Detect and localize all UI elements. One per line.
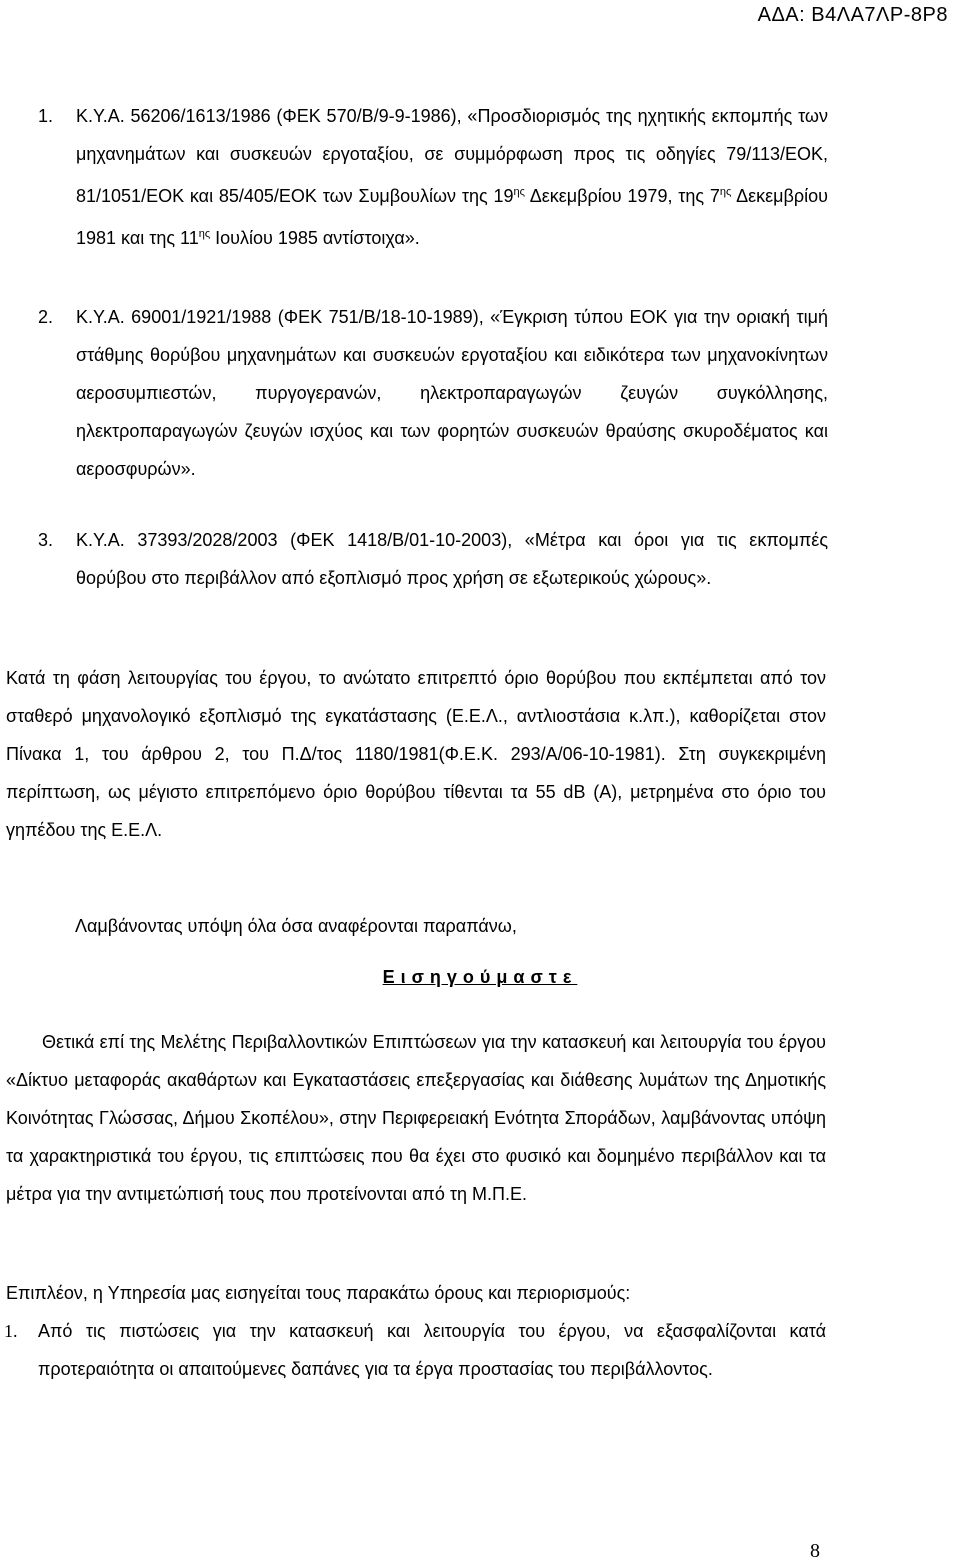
term-item-1 [4, 1312, 826, 1388]
list-text: Κ.Υ.Α. 69001/1921/1988 (ΦΕΚ 751/Β/18-10-1989), «Έγκριση τύπου ΕΟΚ για την οριακή τιμή στάθμης θορύβου μηχανημάτων και συσκευών εργοταξίου και ειδικότερα των μηχανοκίνητων αεροσυμπιεστών, πυργογερανών, ηλεκτροπαραγωγών ζευγών συγκόλλησης, ηλεκτροπαραγωγών ζευγών ισχύος και των φορητών συσκευών θραύσης σκυροδέματος και αεροσφυρών». [76, 307, 828, 479]
list-number: 1. [4, 1321, 18, 1341]
conclusion-line: Λαμβάνοντας υπόψη όλα όσα αναφέρονται παραπάνω, [75, 916, 517, 936]
legislation-item-1 [38, 97, 828, 257]
list-number: 1. [38, 106, 54, 126]
terms-intro: Επιπλέον, η Υπηρεσία μας εισηγείται τους παρακάτω όρους και περιορισμούς: [6, 1283, 631, 1303]
list-text: Κ.Υ.Α. 37393/2028/2003 (ΦΕΚ 1418/Β/01-10-2003), «Μέτρα και όροι για τις εκπομπές θορύβου στο περιβάλλον από εξοπλισμό προς χρήση σε εξωτερικούς χώρους». [76, 530, 828, 588]
ada-code: ΑΔΑ: Β4ΛΑ7ΛΡ-8Ρ8 [757, 4, 948, 26]
page-number: 8 [810, 1540, 820, 1562]
list-number: 2. [38, 307, 54, 327]
legislation-item-2 [38, 298, 828, 488]
noise-limit-paragraph: Κατά τη φάση λειτουργίας του έργου, το ανώτατο επιτρεπτό όριο θορύβου που εκπέμπεται από τον σταθερό μηχανολογικό εξοπλισμό της εγκατάστασης (Ε.Ε.Λ., αντλιοστάσια κ.λπ.), καθορίζεται στον Πίνακα 1, του άρθρου 2, του Π.Δ/τος 1180/1981(Φ.Ε.Κ. 293/Α/06-10-1981). Στη συγκεκριμένη περίπτωση, ως μέγιστο επιτρεπόμενο όριο θορύβου τίθενται τα 55 dB (A), μετρημένα στο όριο του γηπέδου της Ε.Ε.Λ. [6, 668, 826, 840]
list-text: Κ.Υ.Α. 56206/1613/1986 (ΦΕΚ 570/Β/9-9-1986), «Προσδιορισμός της ηχητικής εκπομπής των μηχανημάτων και συσκευών εργοταξίου, σε συμμόρφωση προς τις οδηγίες 79/113/ΕΟΚ, 81/1051/ΕΟΚ και 85/405/ΕΟΚ των Συμβουλίων της $19^{\eta\varsigma}$ Δεκεμβρίου 1979, της $7^{\eta\varsigma}$ Δεκεμβρίου 1981 και της $11^{\eta\varsigma}$ Ιουλίου 1985 αντίστοιχα». [76, 106, 828, 248]
legislation-item-3 [38, 521, 828, 597]
list-text: Από τις πιστώσεις για την κατασκευή και λειτουργία του έργου, να εξασφαλίζονται κατά προτεραιότητα οι απαιτούμενες δαπάνες για τα έργα προστασίας του περιβάλλοντος. [38, 1321, 826, 1379]
approval-paragraph: Θετικά επί της Μελέτης Περιβαλλοντικών Επιπτώσεων για την κατασκευή και λειτουργία του έργου «Δίκτυο μεταφοράς ακαθάρτων και Εγκαταστάσεις επεξεργασίας και διάθεσης λυμάτων της Δημοτικής Κοινότητας Γλώσσας, Δήμου Σκοπέλου», στην Περιφερειακή Ενότητα Σποράδων, λαμβάνοντας υπόψη τα χαρακτηριστικά του έργου, τις επιπτώσεις που θα έχει στο φυσικό και δομημένο περιβάλλον και τα μέτρα για την αντιμετώπισή τους που προτείνονται από τη Μ.Π.Ε. [6, 1032, 826, 1204]
list-number: 3. [38, 530, 54, 550]
recommend-heading: Εισηγούμαστε [382, 967, 578, 987]
